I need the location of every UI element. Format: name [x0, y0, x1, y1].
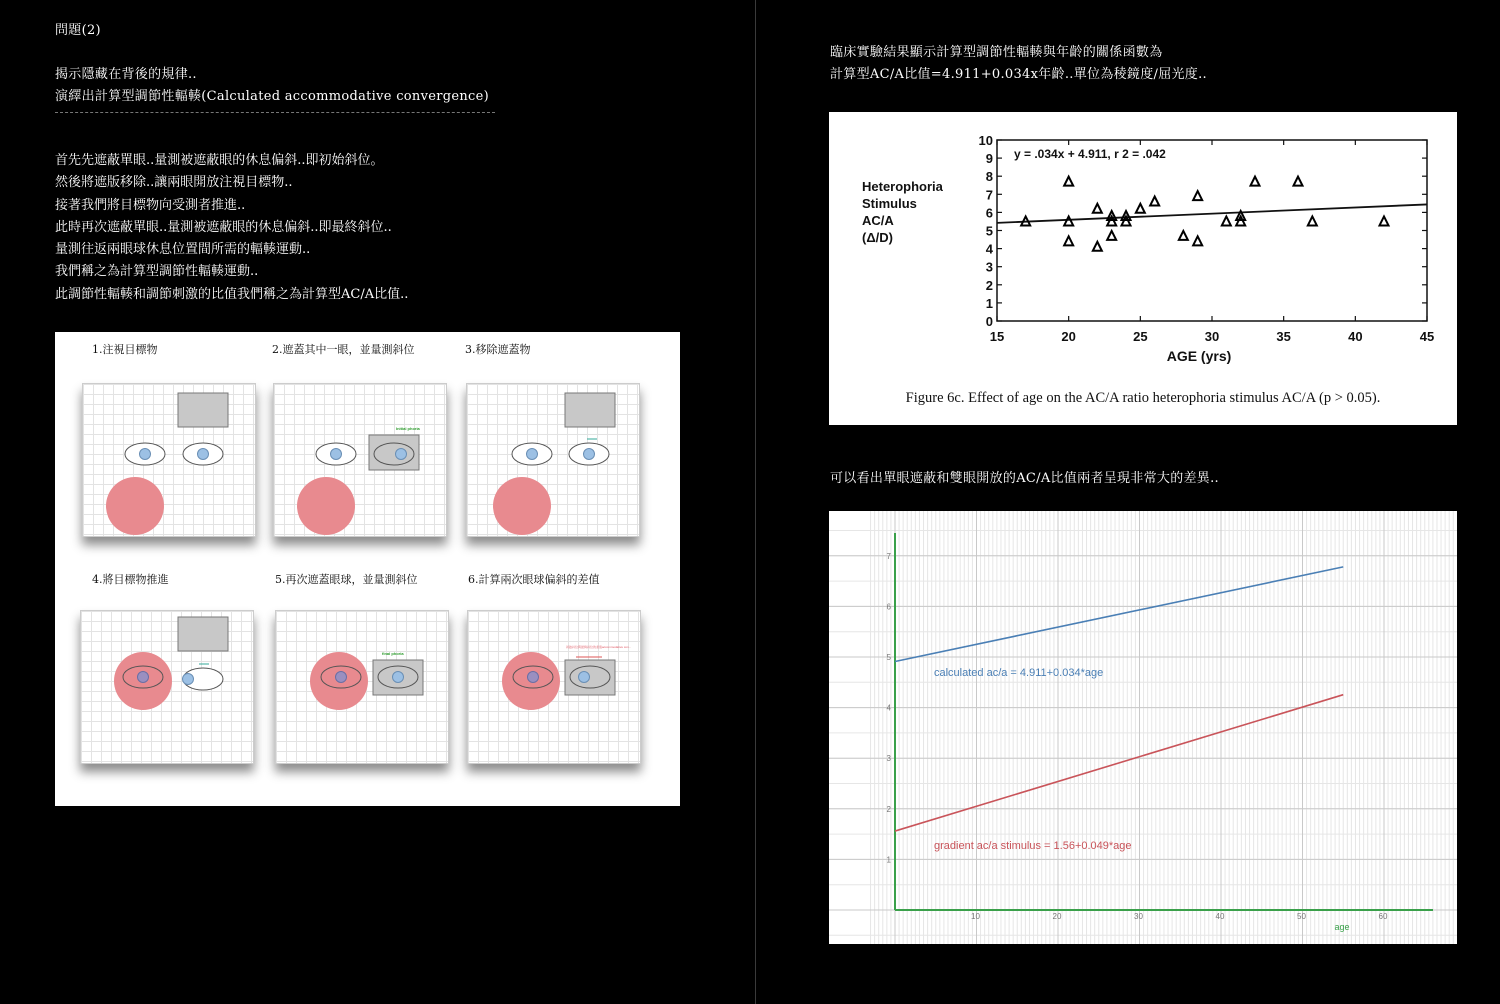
x-tick-label: 50	[1297, 912, 1306, 921]
step-caption-2: 2.遮蓋其中一眼，並量測斜位	[272, 343, 415, 356]
y-tick-label: 2	[985, 277, 993, 293]
right-pupil	[584, 449, 595, 460]
step-caption-4: 4.將目標物推進	[92, 573, 169, 586]
target-board	[178, 393, 228, 427]
step-note-5: final phoria	[382, 651, 404, 656]
y-tick-label: 4	[985, 241, 993, 257]
series-label: calculated ac/a = 4.911+0.034*age	[934, 667, 1104, 679]
procedure-line: 首先先遮蔽單眼..量測被遮蔽眼的休息偏斜..即初始斜位。	[55, 153, 384, 168]
data-point-triangle	[1064, 177, 1073, 186]
data-point-triangle	[1136, 204, 1145, 213]
result-intro-line-1: 臨床實驗結果顯示計算型調節性輻輳與年齡的關係函數為	[830, 45, 1163, 60]
result-intro-line-2: 計算型AC/A比值=4.911+0.034x年齡..單位為稜鏡度/屈光度..	[830, 67, 1207, 82]
y-tick-label: 1	[985, 295, 993, 311]
data-point-triangle	[1093, 242, 1102, 251]
y-tick-label: 8	[985, 169, 993, 185]
step-note-2: Initial phoria	[396, 426, 420, 431]
y-tick-label: 5	[886, 653, 891, 662]
procedure-line: 然後將遮版移除..讓兩眼開放注視目標物..	[55, 175, 293, 191]
y-tick-label: 3	[985, 259, 993, 275]
data-point-triangle	[1064, 236, 1073, 245]
comparison-text: 可以看出單眼遮蔽和雙眼開放的AC/A比值兩者呈現非常大的差異..	[830, 471, 1219, 486]
right-pupil	[393, 672, 404, 683]
target-disc	[106, 477, 164, 535]
data-point-triangle	[1107, 231, 1116, 240]
step-caption-5: 5.再次遮蓋眼球，並量測斜位	[275, 573, 418, 586]
y-tick-label: 6	[985, 205, 993, 221]
regression-line	[997, 204, 1427, 222]
step-caption-3: 3.移除遮蓋物	[465, 343, 531, 356]
x-tick-label: 15	[989, 329, 1005, 344]
occluder	[565, 660, 615, 695]
step-caption-6: 6.計算兩次眼球偏斜的差值	[468, 573, 600, 586]
ylabel-line: Heterophoria	[862, 179, 943, 194]
research-scatter-figure	[829, 112, 1457, 425]
procedure-line: 接著我們將目標物向受測者推進..	[55, 197, 246, 213]
y-tick-label: 5	[985, 223, 993, 239]
data-point-triangle	[1064, 216, 1073, 225]
x-tick-label: 30	[1134, 912, 1143, 921]
series-label: gradient ac/a stimulus = 1.56+0.049*age	[934, 840, 1132, 852]
y-tick-label: 4	[886, 703, 891, 713]
procedure-line: 此時再次遮蔽單眼..量測被遮蔽眼的休息偏斜..即最終斜位..	[55, 219, 392, 235]
y-tick-label: 3	[886, 754, 891, 764]
data-point-triangle	[1193, 191, 1202, 200]
data-point-triangle	[1150, 197, 1159, 206]
step-card-3	[466, 383, 640, 537]
step-card-1	[82, 383, 256, 537]
x-tick-label: 30	[1204, 329, 1220, 344]
comparison-line-figure	[829, 511, 1457, 944]
step-card-2	[273, 383, 447, 537]
right-pupil	[198, 449, 209, 460]
x-tick-label: 35	[1276, 329, 1291, 344]
data-point-triangle	[1222, 216, 1231, 225]
right-pupil	[579, 672, 590, 683]
y-tick-label: 6	[886, 602, 891, 612]
target-disc	[493, 477, 551, 535]
target-board	[565, 393, 615, 427]
dashed-separator	[55, 112, 495, 113]
x-tick-label: 40	[1215, 912, 1225, 921]
left-pupil	[336, 672, 347, 683]
procedure-line: 我們稱之為計算型調節性輻輳運動..	[55, 264, 259, 280]
x-tick-label: 20	[1061, 329, 1076, 344]
procedure-paragraph	[55, 150, 408, 306]
plot-frame	[997, 140, 1427, 321]
x-tick-label: 10	[971, 912, 980, 921]
data-point-triangle	[1179, 231, 1188, 240]
procedure-steps-figure	[55, 332, 680, 806]
x-axis-label: age	[1334, 922, 1350, 932]
step-card-5	[275, 610, 449, 764]
target-disc	[297, 477, 355, 535]
section-heading: 問題(2)	[55, 23, 101, 38]
x-tick-label: 45	[1419, 329, 1435, 344]
step-card-4	[80, 610, 254, 764]
left-pupil	[528, 672, 539, 683]
left-pupil	[331, 449, 342, 460]
y-tick-label: 2	[886, 804, 891, 814]
y-tick-label: 0	[985, 314, 993, 329]
x-tick-label: 60	[1378, 912, 1388, 921]
x-tick-label: 40	[1348, 329, 1363, 344]
line-chart	[829, 511, 1457, 944]
data-point-triangle	[1093, 204, 1102, 213]
x-tick-label: 25	[1133, 329, 1148, 344]
y-tick-label: 9	[985, 151, 993, 167]
left-pupil	[138, 672, 149, 683]
y-tick-label: 7	[886, 551, 891, 561]
data-point-triangle	[1308, 216, 1317, 225]
left-pupil	[527, 449, 538, 460]
y-tick-label: 7	[985, 187, 993, 203]
step-caption-1: 1.注視目標物	[92, 343, 158, 356]
ylabel-line: AC/A	[862, 213, 894, 228]
ylabel-line: Stimulus	[862, 196, 917, 211]
left-pupil	[140, 449, 151, 460]
step-card-6	[467, 610, 641, 764]
x-axis-label: AGE (yrs)	[1166, 348, 1232, 364]
figure-caption: Figure 6c. Effect of age on the AC/A ratio heterophoria stimulus AC/A (p > 0.05).	[905, 390, 1381, 406]
data-point-triangle	[1251, 177, 1260, 186]
x-tick-label: 20	[1052, 912, 1062, 921]
data-point-triangle	[1294, 177, 1303, 186]
data-point-triangle	[1193, 236, 1202, 245]
procedure-line: 此調節性輻輳和調節刺激的比值我們稱之為計算型AC/A比值..	[55, 286, 409, 302]
y-tick-label: 1	[886, 855, 891, 865]
y-tick-label: 10	[978, 133, 993, 148]
right-pupil	[183, 674, 194, 685]
target-board	[178, 617, 228, 651]
page-divider	[755, 0, 756, 1004]
regression-equation: y = .034x + 4.911, r 2 = .042	[1014, 147, 1166, 161]
intro-line-2: 演繹出計算型調節性輻輳(Calculated accommodative convergence)	[55, 89, 489, 104]
intro-line-1: 揭示隱藏在背後的規律..	[55, 67, 197, 82]
scatter-chart	[829, 112, 1457, 425]
right-pupil	[396, 449, 407, 460]
ylabel-line: (Δ/D)	[862, 230, 894, 245]
step-note-6: 初始斜位與最終斜位的差值accommodative con...	[566, 645, 632, 649]
procedure-line: 量測往返兩眼球休息位置間所需的輻輳運動..	[55, 242, 311, 258]
data-point-triangle	[1380, 216, 1389, 225]
